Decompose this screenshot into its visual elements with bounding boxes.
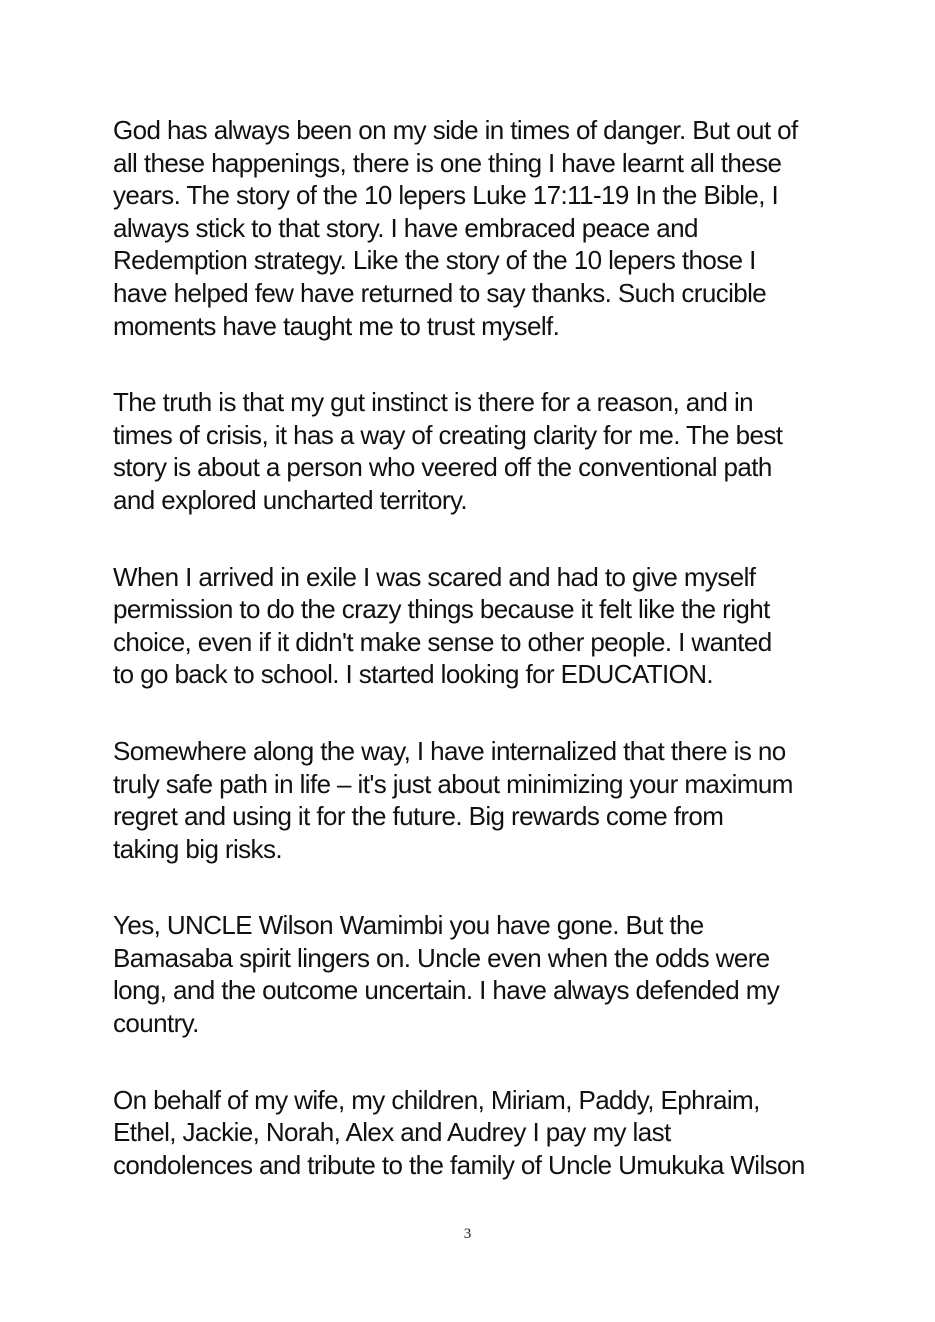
text-line: to go back to school. I started looking for EDUCATION. — [113, 659, 714, 690]
text-line: Somewhere along the way, I have internalized that there is no — [113, 735, 786, 766]
paragraph-2 — [113, 386, 833, 516]
text-line: regret and using it for the future. Big rewards come from — [113, 801, 724, 832]
text-line: story is about a person who veered off the conventional path — [113, 452, 772, 483]
text-line: condolences and tribute to the family of Uncle Umukuka Wilson — [113, 1149, 805, 1180]
text-line: When I arrived in exile I was scared and had to give myself — [113, 561, 756, 592]
text-line: Bamasaba spirit lingers on. Uncle even when the odds were — [113, 942, 770, 973]
paragraph-1 — [113, 114, 833, 342]
text-line: moments have taught me to trust myself. — [113, 310, 560, 341]
text-line: choice, even if it didn't make sense to other people. I wanted — [113, 626, 772, 657]
text-line: Redemption strategy. Like the story of the 10 lepers those I — [113, 245, 756, 276]
page-number: 3 — [463, 1226, 472, 1242]
text-line: Ethel, Jackie, Norah, Alex and Audrey I pay my last — [113, 1117, 671, 1148]
paragraph-5 — [113, 909, 833, 1039]
text-line: The truth is that my gut instinct is there for a reason, and in — [113, 387, 753, 418]
text-line: God has always been on my side in times of danger. But out of — [113, 115, 798, 145]
text-line: and explored uncharted territory. — [113, 484, 468, 515]
text-line: years. The story of the 10 lepers Luke 17:11-19 In the Bible, I — [113, 180, 779, 211]
paragraph-3 — [113, 561, 833, 691]
text-line: have helped few have returned to say thanks. Such crucible — [113, 277, 767, 308]
text-line: always stick to that story. I have embraced peace and — [113, 212, 698, 243]
text-line: long, and the outcome uncertain. I have always defended my — [113, 975, 780, 1006]
text-line: permission to do the crazy things because it felt like the right — [113, 594, 770, 625]
text-line: On behalf of my wife, my children, Miriam, Paddy, Ephraim, — [113, 1084, 760, 1115]
text-line: times of crisis, it has a way of creating clarity for me. The best — [113, 419, 783, 450]
text-line: truly safe path in life – it's just about minimizing your maximum — [113, 768, 793, 799]
text-line: taking big risks. — [113, 833, 282, 864]
body-text — [113, 114, 833, 1225]
text-line: country. — [113, 1008, 199, 1039]
paragraph-6 — [113, 1084, 833, 1182]
text-line: all these happenings, there is one thing I have learnt all these — [113, 147, 782, 178]
text-line: Yes, UNCLE Wilson Wamimbi you have gone. But the — [113, 910, 704, 941]
paragraph-4 — [113, 735, 833, 865]
